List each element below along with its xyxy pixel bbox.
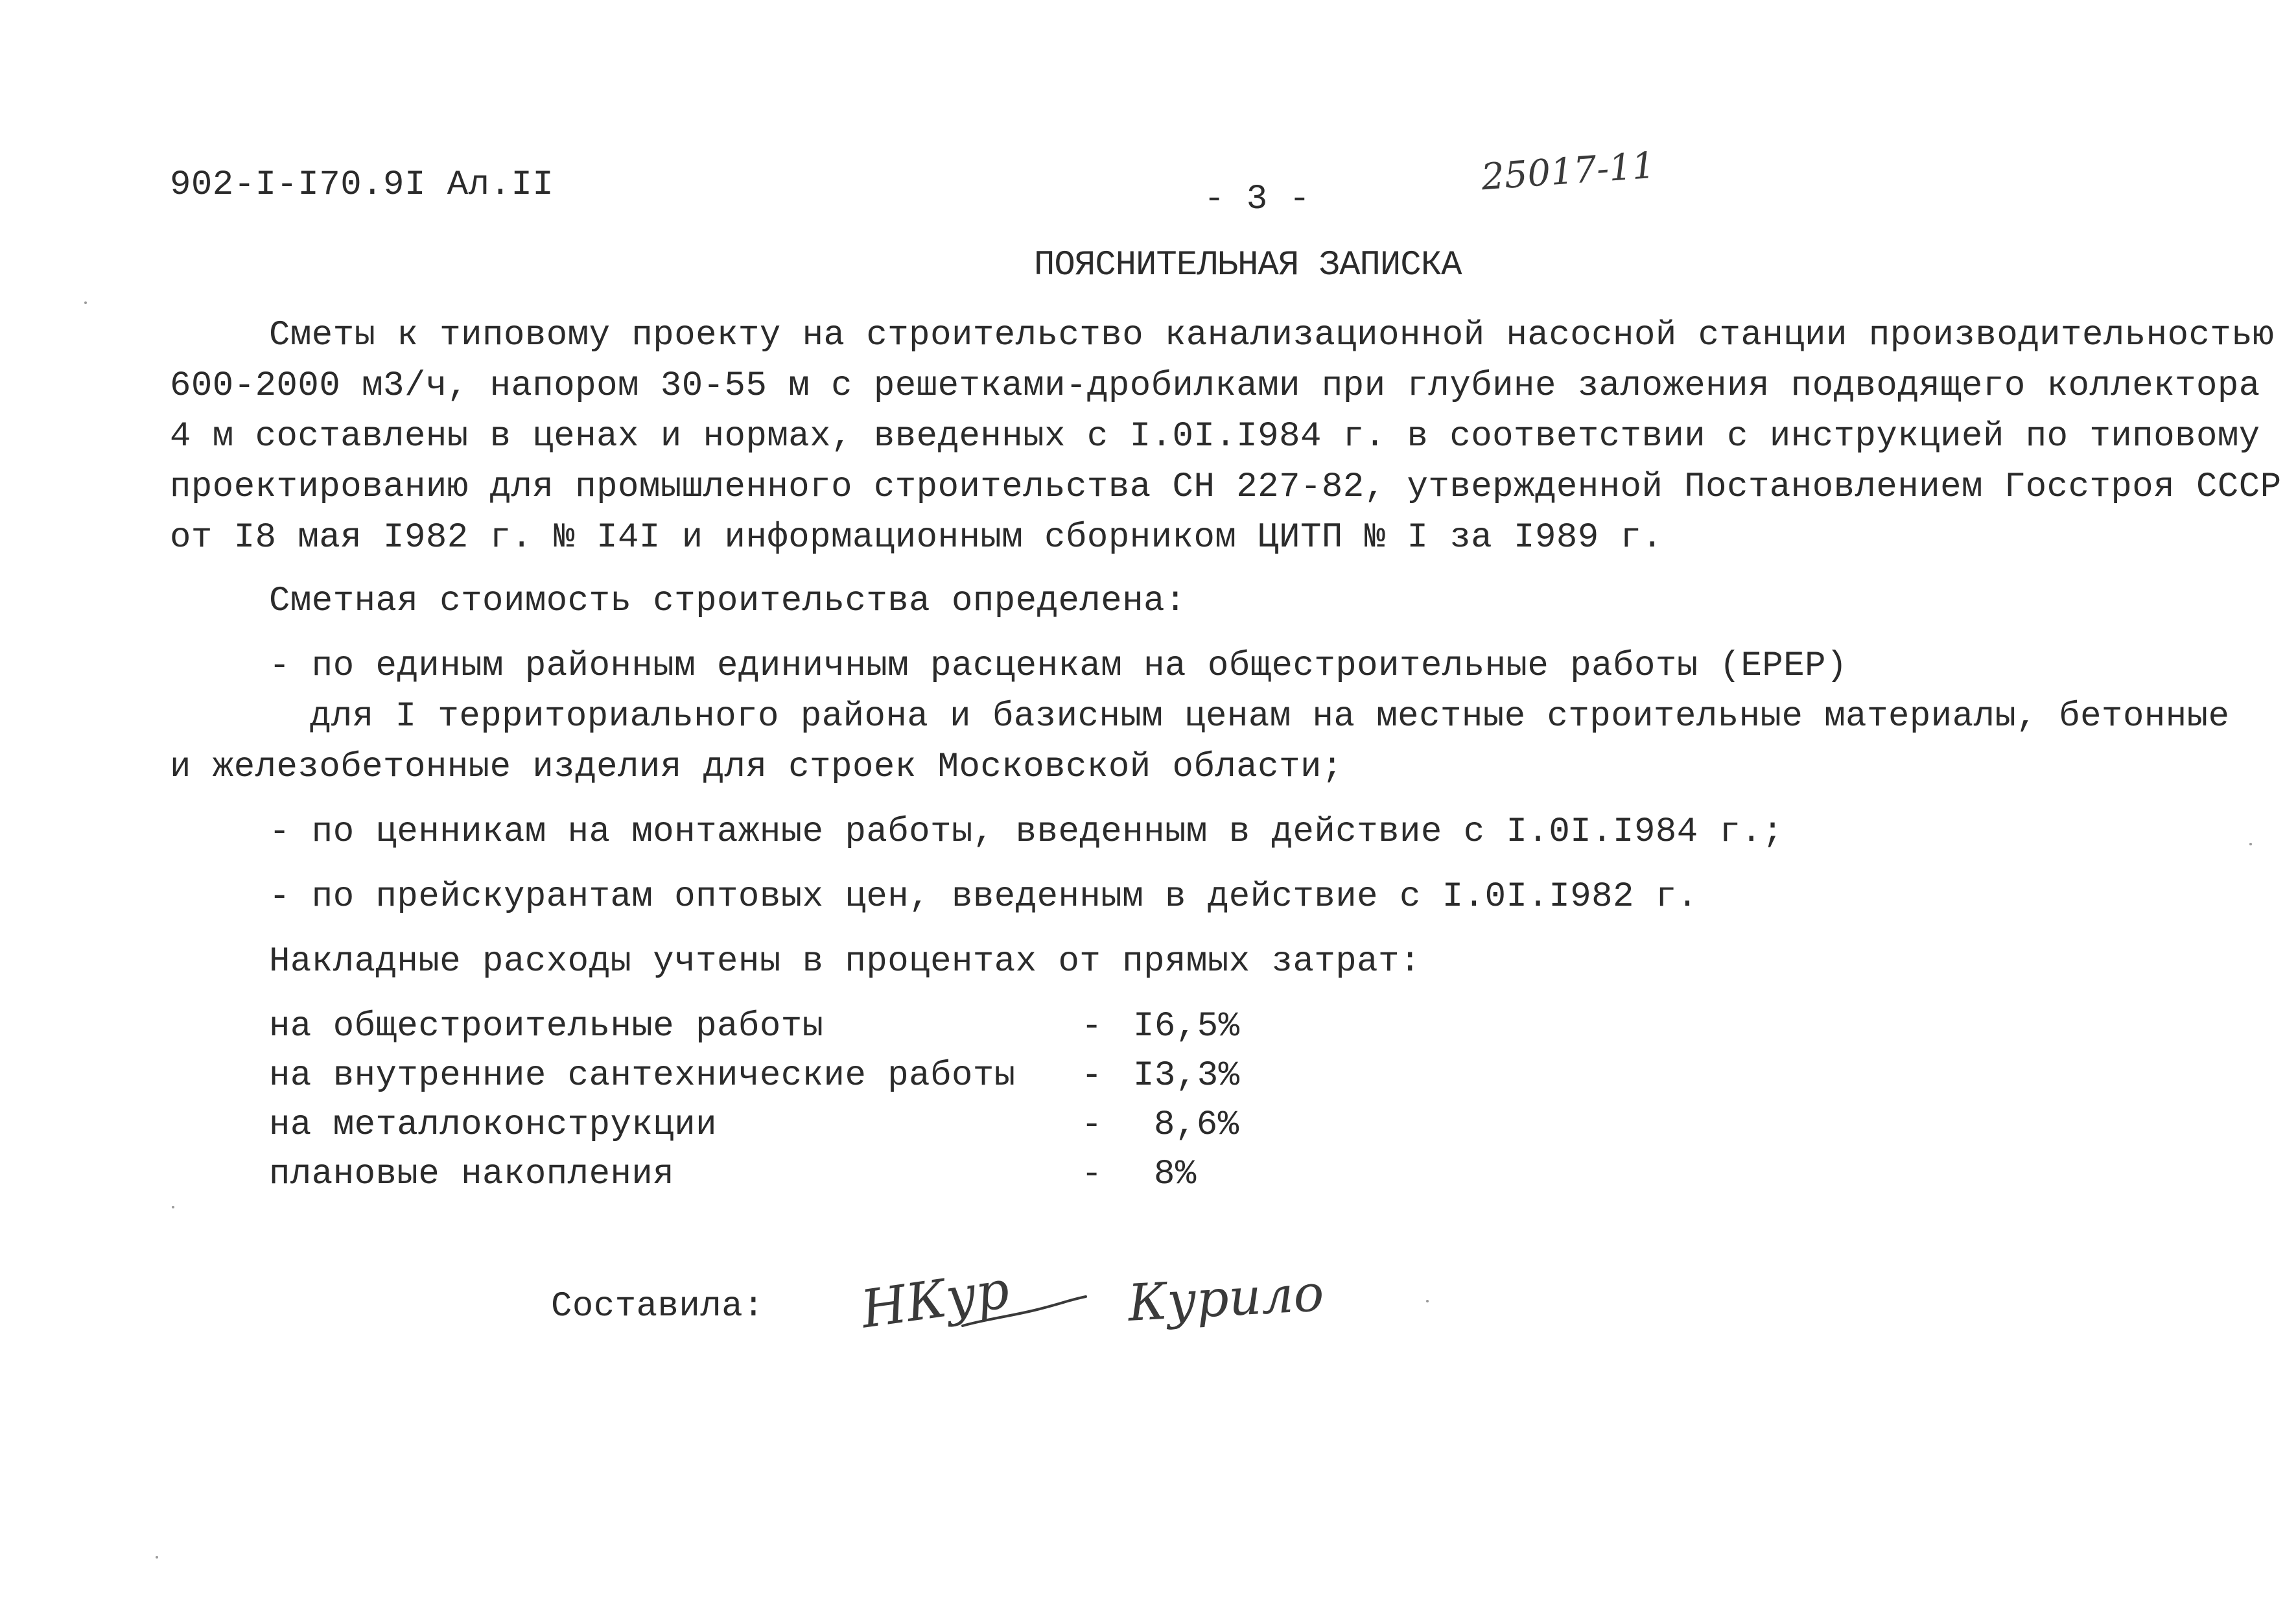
overhead-heading: Накладные расходы учтены в процентах от прямых затрат: (269, 942, 1421, 982)
page-title: ПОЯСНИТЕЛЬНАЯ ЗАПИСКА (1034, 246, 1462, 285)
scan-speck (172, 1206, 174, 1208)
rate-value: 8,6% (1154, 1105, 1239, 1145)
signature-stroke-icon (959, 1280, 1089, 1339)
bullet-line: - по единым районным единичным расценкам на общестроительные работы (ЕРЕР) (269, 646, 1847, 686)
bullet-line: - по прейскурантам оптовых цен, введенным в действие с I.0I.I982 г. (269, 877, 1698, 917)
intro-line: 600-2000 м3/ч, напором 30-55 м с решетками-дробилками при глубине заложения подводящего коллектора (170, 366, 2260, 406)
document-code: 902-I-I70.9I Ал.II (170, 165, 554, 205)
intro-line: проектированию для промышленного строительства СН 227-82, утвержденной Постановлением Госстроя СССР (170, 467, 2282, 507)
rate-value: I3,3% (1133, 1056, 1240, 1096)
bullet-line: - по ценникам на монтажные работы, введенным в действие с I.0I.I984 г.; (269, 812, 1784, 852)
rate-label: на металлоконструкции (269, 1105, 718, 1145)
scan-speck (2249, 843, 2252, 845)
rate-dash: - (1081, 1155, 1103, 1194)
rate-label: на общестроительные работы (269, 1007, 824, 1046)
intro-line: 4 м составлены в ценах и нормах, введенных с I.0I.I984 г. в соответствии с инструкцией по типовому (170, 417, 2260, 456)
rate-label: плановые накопления (269, 1155, 675, 1194)
handwritten-name: Курило (1126, 1264, 1326, 1333)
scan-speck (84, 301, 87, 304)
rate-value: 8% (1154, 1155, 1197, 1194)
rate-label: на внутренние сантехнические работы (269, 1056, 1016, 1096)
cost-heading: Сметная стоимость строительства определена: (269, 582, 1186, 621)
rate-dash: - (1081, 1007, 1103, 1046)
scan-speck (156, 1556, 158, 1559)
intro-line: от I8 мая I982 г. № I4I и информационным сборником ЦИТП № I за I989 г. (170, 518, 1663, 558)
signature-label: Составила: (551, 1287, 765, 1326)
handwritten-signature: НКур (857, 1259, 1013, 1340)
handwritten-registration-number: 25017-11 (1480, 144, 1657, 199)
page-number: - 3 - (1204, 180, 1311, 219)
bullet-line: для I территориального района и базисным ценам на местные строительные материалы, бетонные (310, 697, 2230, 736)
intro-line: Сметы к типовому проекту на строительство канализационной насосной станции производительностью (269, 316, 2275, 355)
rate-dash: - (1081, 1056, 1103, 1096)
scan-speck (1426, 1300, 1429, 1302)
bullet-line: и железобетонные изделия для строек Московской области; (170, 747, 1343, 787)
rate-dash: - (1081, 1105, 1103, 1145)
rate-value: I6,5% (1133, 1007, 1240, 1046)
